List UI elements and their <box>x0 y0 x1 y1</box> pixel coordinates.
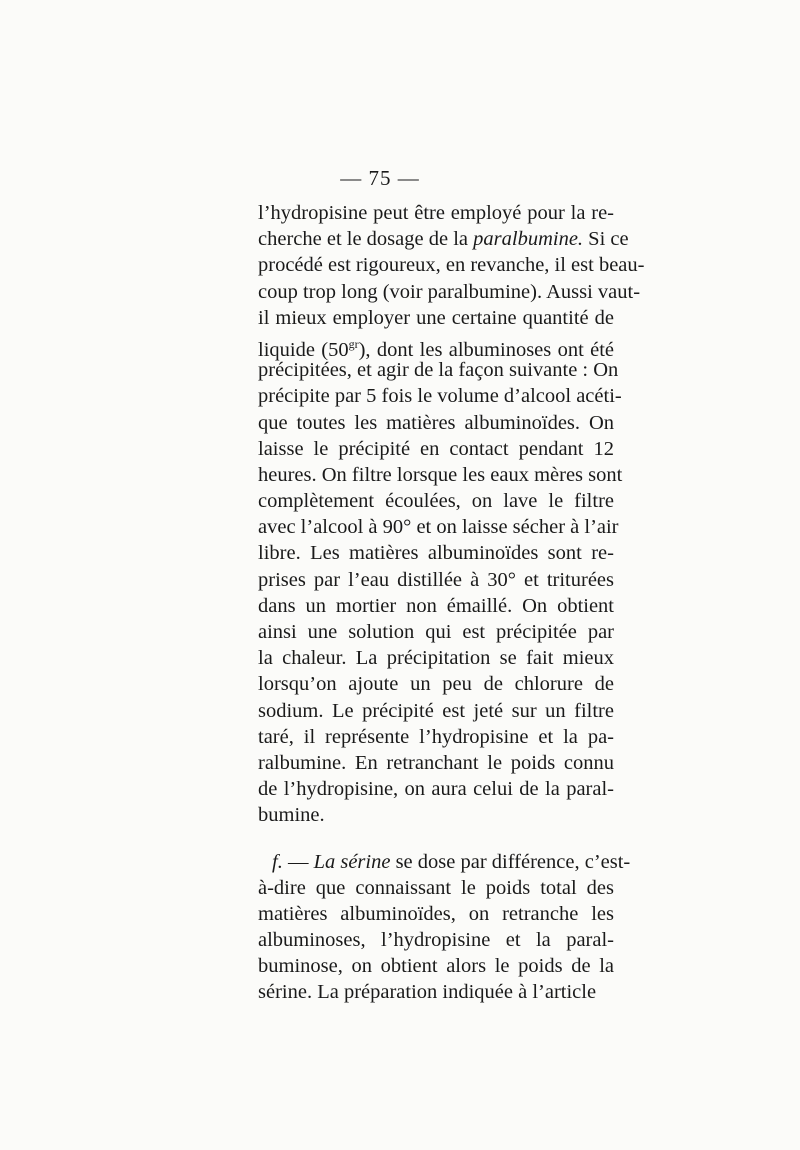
text-line: matières albuminoïdes, on retranche les <box>258 902 614 925</box>
text-line: la chaleur. La précipitation se fait mieux <box>258 647 614 670</box>
text-line: l’hydropisine peut être employé pour la re- <box>258 202 614 224</box>
text-line: dans un mortier non émaillé. On obtient <box>258 594 614 617</box>
text-line: sérine. La préparation indiquée à l’article <box>258 981 597 1004</box>
text-line: ainsi une solution qui est précipitée par <box>258 621 614 643</box>
text-line: complètement écoulées, on lave le filtre <box>258 490 614 513</box>
text-line: il mieux employer une certaine quantité de <box>258 306 614 329</box>
text-line: laisse le précipité en contact pendant 12 <box>258 437 614 460</box>
text-line: bumine. <box>258 804 325 827</box>
body-text <box>258 200 645 1006</box>
text-line: lorsqu’on ajoute un peu de chlorure de <box>258 673 614 696</box>
text-line: cherche et le dosage de la paralbumine. Si ce <box>258 228 629 251</box>
text-line: heures. On filtre lorsque les eaux mères sont <box>258 463 623 486</box>
text-line: albuminoses, l’hydropisine et la paral- <box>258 929 614 952</box>
text-line: f. — La sérine se dose par différence, c’est- <box>272 850 631 873</box>
text-line: taré, il représente l’hydropisine et la pa- <box>258 725 614 748</box>
text-line: de l’hydropisine, on aura celui de la paral- <box>258 778 614 801</box>
text-line: procédé est rigoureux, en revanche, il est beau- <box>258 254 645 277</box>
text-line: prises par l’eau distillée à 30° et triturées <box>258 568 614 591</box>
text-line: que toutes les matières albuminoïdes. On <box>258 411 614 434</box>
text-line: précipite par 5 fois le volume d’alcool acéti- <box>258 385 622 408</box>
text-line: ralbumine. En retranchant le poids connu <box>258 751 614 774</box>
text-line: liquide $(50^{gr})$, dont les albuminoses ont été <box>258 336 614 361</box>
text-line: buminose, on obtient alors le poids de la <box>258 955 614 978</box>
text-line: précipitées, et agir de la façon suivante : On <box>258 359 619 382</box>
text-line: coup trop long (voir paralbumine). Aussi vaut- <box>258 280 641 303</box>
text-line: avec l’alcool à 90° et on laisse sécher à l’air <box>258 516 619 539</box>
page-number: — 75 — <box>340 166 420 190</box>
text-line: sodium. Le précipité est jeté sur un filtre <box>258 699 614 722</box>
paragraph-1 <box>258 200 645 829</box>
text-line: à-dire que connaissant le poids total des <box>258 876 614 899</box>
text-line: libre. Les matières albuminoïdes sont re- <box>258 542 614 565</box>
paragraph-2 <box>258 849 631 1006</box>
